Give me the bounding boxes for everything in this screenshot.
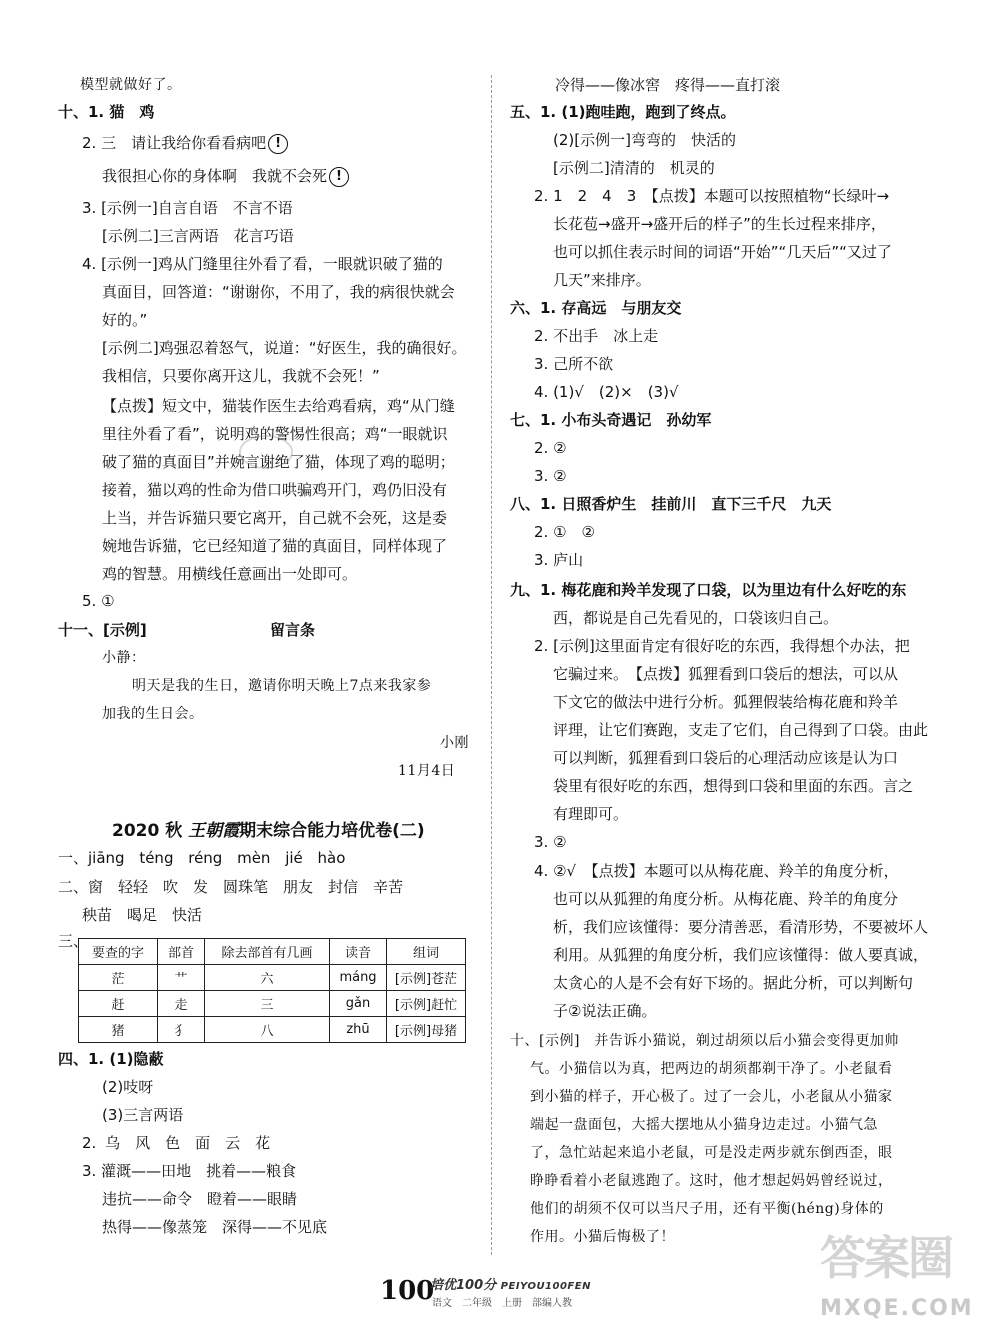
- text-line: 利用。从狐狸的角度分析，我们应该懂得：做人要真诚，: [553, 946, 929, 964]
- text-line: 鸡的智慧。用横线任意画出一处即可。: [102, 565, 358, 583]
- text-line: 长花苞→盛开→盛开后的样子”的生长过程来排序，: [553, 215, 886, 233]
- table-cell: 犭: [158, 1017, 205, 1043]
- text-line: 3. 庐山: [534, 551, 584, 569]
- text-line: 二、窗 轻轻 吹 发 圆珠笔 朋友 封信 辛苦: [58, 878, 404, 896]
- text-line: 几天”来排序。: [553, 271, 651, 289]
- faint-stamp-icon: [236, 432, 296, 472]
- note-body: 明天是我的生日，邀请你明天晚上7点来我家参: [132, 678, 432, 694]
- text-line: 4. (1)√ (2)× (3)√: [534, 383, 679, 401]
- pinyin-line: 一、jiāng téng réng mèn jié hào: [58, 849, 346, 867]
- text-line: [示例二]三言两语 花言巧语: [102, 227, 294, 245]
- table-row: [79, 1017, 466, 1043]
- table-cell: 猪: [79, 1017, 158, 1043]
- title-suffix: 期末综合能力培优卷(二): [239, 821, 425, 841]
- exclamation-circle-icon: !: [268, 134, 288, 154]
- brand-latin: PEIYOU100FEN: [500, 1281, 591, 1292]
- text-line: 【点拨】短文中，猫装作医生去给鸡看病，鸡“从门缝: [102, 397, 455, 415]
- text-line: 热得——像蒸笼 深得——不见底: [102, 1218, 328, 1236]
- text-line: 2. 乌 风 色 面 云 花: [82, 1134, 271, 1152]
- table-row: [79, 991, 466, 1017]
- table-cell: 六: [205, 965, 330, 991]
- text-line: 3. 己所不欲: [534, 355, 614, 373]
- brand-name: 培优100分: [430, 1278, 497, 1293]
- exclamation-circle-icon: !: [329, 167, 349, 187]
- essay-line: 十、[示例] 并告诉小猫说，剃过胡须以后小猫会变得更加帅: [510, 1033, 899, 1049]
- text-line: 五、1. (1)跑哇跑，跑到了终点。: [510, 103, 736, 121]
- essay-line: 端起一盘面包，大摇大摆地从小猫身边走过。小猫气急: [530, 1117, 878, 1133]
- table-cell: 八: [205, 1017, 330, 1043]
- text-line: 5. ①: [82, 592, 115, 610]
- column-divider: [491, 75, 492, 1255]
- text-line: 下文它的做法中进行分析。狐狸假装给梅花鹿和羚羊: [553, 693, 899, 711]
- table-header: 除去部首有几画: [205, 939, 330, 965]
- note-signature: 小刚: [440, 735, 469, 751]
- table-cell: zhū: [330, 1017, 387, 1043]
- essay-line: 到小猫的样子，开心极了。过了一会儿，小老鼠从小猫家: [530, 1089, 893, 1105]
- table-cell: [示例]苍茫: [387, 965, 466, 991]
- table-header: 读音: [330, 939, 387, 965]
- text-line: (3)三言两语: [102, 1106, 184, 1124]
- text-line: 冷得——像冰窖 疼得——直打滚: [555, 76, 781, 94]
- text-line: 真面目，回答道：“谢谢你，不用了，我的病很快就会: [102, 283, 455, 301]
- essay-line: 他们的胡须不仅可以当尺子用，还有平衡(héng)身体的: [530, 1201, 884, 1217]
- text-line: 3. 灌溉——田地 挑着——粮食: [82, 1162, 297, 1180]
- table-cell: 茫: [79, 965, 158, 991]
- table-header: 要查的字: [79, 939, 158, 965]
- text-line: [102, 165, 349, 187]
- table-row: [79, 965, 466, 991]
- text-line: 里往外看了看”，说明鸡的警惕性很高；鸡“一眼就识: [102, 425, 448, 443]
- text-line: 也可以抓住表示时间的词语“开始”“几天后”“又过了: [553, 243, 892, 261]
- text-line: 破了猫的真面目”并婉言谢绝了猫，体现了鸡的聪明；: [102, 453, 455, 471]
- text-line: 六、1. 存高远 与朋友交: [510, 299, 682, 317]
- text-line: 西，都说是自己先看见的，口袋该归自己。: [553, 609, 839, 627]
- table-cell: 三: [205, 991, 330, 1017]
- table-header: 组词: [387, 939, 466, 965]
- note-body: 加我的生日会。: [102, 706, 204, 722]
- text-line: 十、1. 猫 鸡: [58, 103, 155, 121]
- char-lookup-table: [78, 938, 466, 1043]
- text-line: 2. 1 2 4 3 【点拨】本题可以按照植物“长绿叶→: [534, 187, 890, 205]
- text-line: 子②说法正确。: [553, 1002, 657, 1020]
- essay-line: 作用。小猫后悔极了！: [530, 1229, 675, 1245]
- text-line: 秧苗 喝足 快活: [82, 906, 203, 924]
- text-line: [示例二]清清的 机灵的: [553, 159, 715, 177]
- essay-line: 了，急忙站起来追小老鼠，可是没走两步就东倒西歪，眼: [530, 1145, 893, 1161]
- note-label: 十一、[示例]: [58, 621, 147, 639]
- text-line: (2)[示例一]弯弯的 快活的: [553, 131, 736, 149]
- watermark-logo: 答案圈: [820, 1231, 952, 1285]
- text-line: 八、1. 日照香炉生 挂前川 直下三千尺 九天: [510, 495, 832, 513]
- text-line: 四、1. (1)隐蔽: [58, 1050, 164, 1068]
- text-line: 2. ① ②: [534, 523, 595, 541]
- text-line: 模型就做好了。: [80, 77, 182, 93]
- table-header-row: [79, 939, 466, 965]
- title-brand: 王朝霞: [188, 821, 240, 841]
- text-line: 3. ②: [534, 467, 567, 485]
- text-line: 3. [示例一]自言自语 不言不语: [82, 199, 293, 217]
- note-date: 11月4日: [398, 763, 456, 779]
- text-line: 2. [示例]这里面肯定有很好吃的东西，我得想个办法，把: [534, 637, 910, 655]
- text-line: 九、1. 梅花鹿和羚羊发现了口袋，以为里边有什么好吃的东: [510, 581, 907, 599]
- table-cell: 艹: [158, 965, 205, 991]
- text-line: 3. ②: [534, 833, 567, 851]
- text-line: 评理，让它们赛跑，支走了它们，自己得到了口袋。由此: [553, 721, 929, 739]
- note-greeting: 小静：: [102, 650, 146, 666]
- text-line: 4. [示例一]鸡从门缝里往外看了看，一眼就识破了猫的: [82, 255, 443, 273]
- page-number: 100: [380, 1276, 435, 1306]
- table-cell: [示例]赶忙: [387, 991, 466, 1017]
- text-line: 违抗——命令 瞪着——眼睛: [102, 1190, 298, 1208]
- text-line: (2)吱呀: [102, 1078, 154, 1096]
- title-prefix: 2020 秋: [112, 821, 183, 841]
- note-title: 留言条: [270, 621, 316, 639]
- table-header: 部首: [158, 939, 205, 965]
- footer-brand: [430, 1274, 591, 1293]
- footer-subtitle: 语文 二年级 上册 部编人教: [432, 1298, 572, 1309]
- text-line: 可以判断，狐狸看到口袋后的心理活动应该是认为口: [553, 749, 899, 767]
- text-line: 好的。”: [102, 311, 148, 329]
- table-label: 三、: [58, 932, 89, 950]
- essay-line: 气。小猫信以为真，把两边的胡须都剃干净了。小老鼠看: [530, 1061, 893, 1077]
- table-cell: [示例]母猪: [387, 1017, 466, 1043]
- text-line: 上当，并告诉猫只要它离开，自己就不会死，这是委: [102, 509, 448, 527]
- text-line: 2. 三 请让我给你看看病吧 !: [82, 132, 288, 154]
- table-cell: máng: [330, 965, 387, 991]
- essay-line: 睁睁看着小老鼠逃跑了。这时，他才想起妈妈曾经说过，: [530, 1173, 893, 1189]
- text-line: 接着，猫以鸡的性命为借口哄骗鸡开门，鸡仍旧没有: [102, 481, 448, 499]
- text-line: 析，我们应该懂得：要分清善恶，看清形势，不要被坏人: [553, 918, 929, 936]
- text-line: 婉地告诉猫，它已经知道了猫的真面目，同样体现了: [102, 537, 448, 555]
- watermark-url: MXQE.COM: [820, 1296, 974, 1321]
- text-line: 太贪心的人是不会有好下场的。据此分析，可以判断句: [553, 974, 914, 992]
- text-line: 有理即可。: [553, 805, 629, 823]
- text-line: 也可以从狐狸的角度分析。从梅花鹿、羚羊的角度分: [553, 890, 899, 908]
- text-line: 2. ②: [534, 439, 567, 457]
- table-cell: 走: [158, 991, 205, 1017]
- text-line: 我相信，只要你离开这儿，我就不会死！”: [102, 367, 380, 385]
- text-line: [示例二]鸡强忍着怒气，说道：“好医生，我的确很好。: [102, 339, 467, 357]
- text-line: 七、1. 小布头奇遇记 孙幼军: [510, 411, 712, 429]
- table-cell: 赶: [79, 991, 158, 1017]
- text-line: 2. 不出手 冰上走: [534, 327, 659, 345]
- text-span: 我很担心你的身体啊 我就不会死: [102, 167, 328, 185]
- text-line: 4. ②√ 【点拨】本题可以从梅花鹿、羚羊的角度分析，: [534, 862, 899, 880]
- text-line: 它骗过来。 【点拨】狐狸看到口袋后的想法，可以从: [553, 665, 899, 683]
- section-title: [112, 816, 425, 841]
- text-line: 袋里有很好吃的东西，想得到口袋和里面的东西。言之: [553, 777, 914, 795]
- table-cell: gǎn: [330, 991, 387, 1017]
